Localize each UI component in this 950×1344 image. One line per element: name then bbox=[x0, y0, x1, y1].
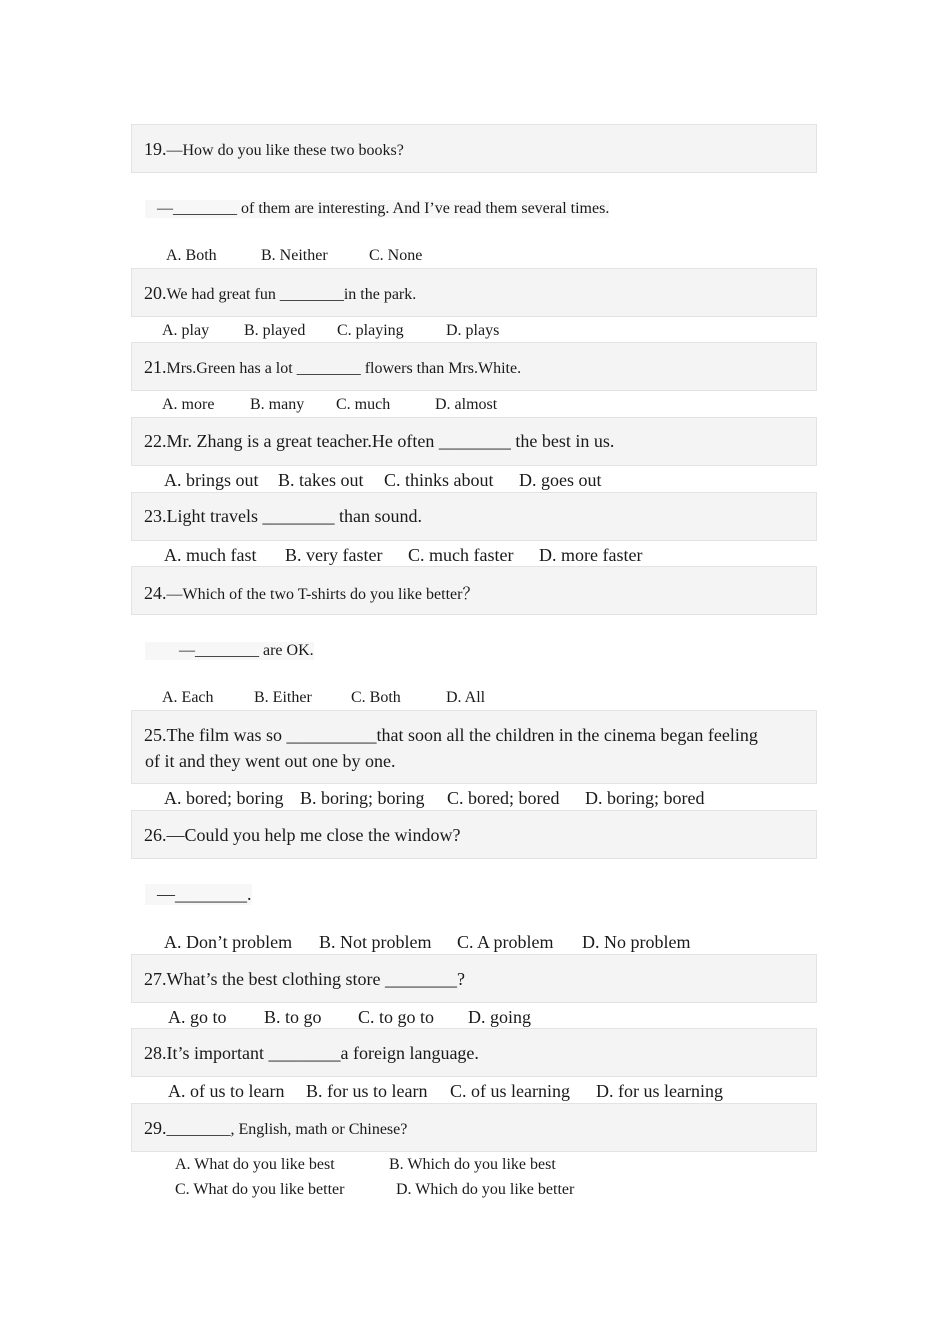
reply-line: —________ are OK. bbox=[145, 642, 314, 660]
option-d: D. Which do you like better bbox=[396, 1181, 575, 1198]
question-number: 25. bbox=[144, 725, 167, 745]
question-28 bbox=[131, 1028, 817, 1077]
option-c: C. bored; bored bbox=[447, 788, 560, 808]
question-27 bbox=[131, 954, 817, 1003]
question-29 bbox=[131, 1103, 817, 1152]
option-b: B. played bbox=[244, 322, 306, 339]
option-d: D. for us learning bbox=[596, 1081, 723, 1101]
question-stem bbox=[144, 431, 614, 452]
option-b: B. Neither bbox=[261, 247, 328, 264]
option-b: B. Not problem bbox=[319, 932, 432, 952]
option-c: C. of us learning bbox=[450, 1081, 570, 1101]
option-a: A. of us to learn bbox=[168, 1081, 285, 1101]
option-d: D. boring; bored bbox=[585, 788, 705, 808]
question-number: 19. bbox=[144, 139, 167, 159]
question-number: 22. bbox=[144, 431, 167, 451]
question-stem bbox=[144, 1043, 479, 1064]
option-a: A. more bbox=[162, 396, 215, 413]
question-25 bbox=[131, 710, 817, 784]
question-stem bbox=[144, 969, 465, 990]
question-stem bbox=[144, 725, 758, 746]
option-b: B. to go bbox=[264, 1007, 322, 1027]
question-stem bbox=[144, 357, 521, 378]
option-a: A. Each bbox=[162, 689, 214, 706]
option-d: D. All bbox=[446, 689, 486, 706]
question-21 bbox=[131, 342, 817, 391]
option-a: A. What do you like best bbox=[175, 1156, 335, 1173]
question-26 bbox=[131, 810, 817, 859]
question-number: 29. bbox=[144, 1118, 167, 1138]
question-text: —Which of the two T-shirts do you like better？ bbox=[166, 586, 479, 603]
question-number: 24. bbox=[144, 583, 167, 603]
reply-line: —________. bbox=[145, 884, 252, 905]
option-c: C. to go to bbox=[358, 1007, 435, 1027]
question-number: 21. bbox=[144, 357, 167, 377]
option-c: C. playing bbox=[337, 322, 404, 339]
question-text: Mrs.Green has a lot ________ flowers than Mrs.White. bbox=[166, 360, 522, 377]
option-a: A. go to bbox=[168, 1007, 227, 1027]
option-d: D. almost bbox=[435, 396, 498, 413]
option-c: C. much bbox=[336, 396, 391, 413]
option-a: A. Both bbox=[166, 247, 217, 264]
option-c: C. Both bbox=[351, 689, 401, 706]
option-b: B. Which do you like best bbox=[389, 1156, 556, 1173]
option-b: B. Either bbox=[254, 689, 312, 706]
question-22 bbox=[131, 417, 817, 466]
question-text: Mr. Zhang is a great teacher.He often ________ the best in us. bbox=[166, 431, 615, 451]
option-b: B. for us to learn bbox=[306, 1081, 428, 1101]
question-19 bbox=[131, 124, 817, 173]
option-b: B. very faster bbox=[285, 545, 383, 565]
question-24 bbox=[131, 566, 817, 615]
option-a: A. play bbox=[162, 322, 210, 339]
reply-line: —________ of them are interesting. And I’ve read them several times. bbox=[145, 200, 609, 218]
question-text: —Could you help me close the window? bbox=[166, 825, 461, 845]
option-c: C. A problem bbox=[457, 932, 554, 952]
question-stem bbox=[144, 283, 416, 304]
question-number: 28. bbox=[144, 1043, 167, 1063]
question-stem bbox=[144, 825, 460, 846]
question-stem bbox=[144, 506, 422, 527]
option-d: D. going bbox=[468, 1007, 531, 1027]
option-b: B. many bbox=[250, 396, 305, 413]
option-a: A. bored; boring bbox=[164, 788, 284, 808]
option-a: A. brings out bbox=[164, 470, 259, 490]
question-number: 26. bbox=[144, 825, 167, 845]
option-d: D. plays bbox=[446, 322, 500, 339]
question-number: 23. bbox=[144, 506, 167, 526]
option-b: B. boring; boring bbox=[300, 788, 425, 808]
question-number: 27. bbox=[144, 969, 167, 989]
question-stem bbox=[144, 139, 404, 160]
option-c: C. much faster bbox=[408, 545, 514, 565]
question-20 bbox=[131, 268, 817, 317]
question-text: Light travels ________ than sound. bbox=[166, 506, 422, 526]
question-text-line1: The film was so __________that soon all the children in the cinema began feeling bbox=[166, 725, 758, 745]
option-b: B. takes out bbox=[278, 470, 364, 490]
question-number: 20. bbox=[144, 283, 167, 303]
option-c: C. None bbox=[369, 247, 423, 264]
question-text: It’s important ________a foreign language. bbox=[166, 1043, 479, 1063]
question-stem bbox=[144, 1118, 407, 1139]
question-stem bbox=[144, 581, 478, 604]
option-a: A. much fast bbox=[164, 545, 257, 565]
option-c: C. What do you like better bbox=[175, 1181, 345, 1198]
question-text: What’s the best clothing store ________? bbox=[166, 969, 465, 989]
question-text-line2: of it and they went out one by one. bbox=[145, 751, 396, 771]
question-text: —How do you like these two books? bbox=[166, 142, 404, 159]
option-d: D. No problem bbox=[582, 932, 691, 952]
option-a: A. Don’t problem bbox=[164, 932, 293, 952]
option-c: C. thinks about bbox=[384, 470, 494, 490]
option-d: D. more faster bbox=[539, 545, 643, 565]
option-d: D. goes out bbox=[519, 470, 602, 490]
question-text: We had great fun ________in the park. bbox=[166, 286, 417, 303]
question-text: ________, English, math or Chinese? bbox=[166, 1121, 408, 1138]
question-23 bbox=[131, 492, 817, 541]
